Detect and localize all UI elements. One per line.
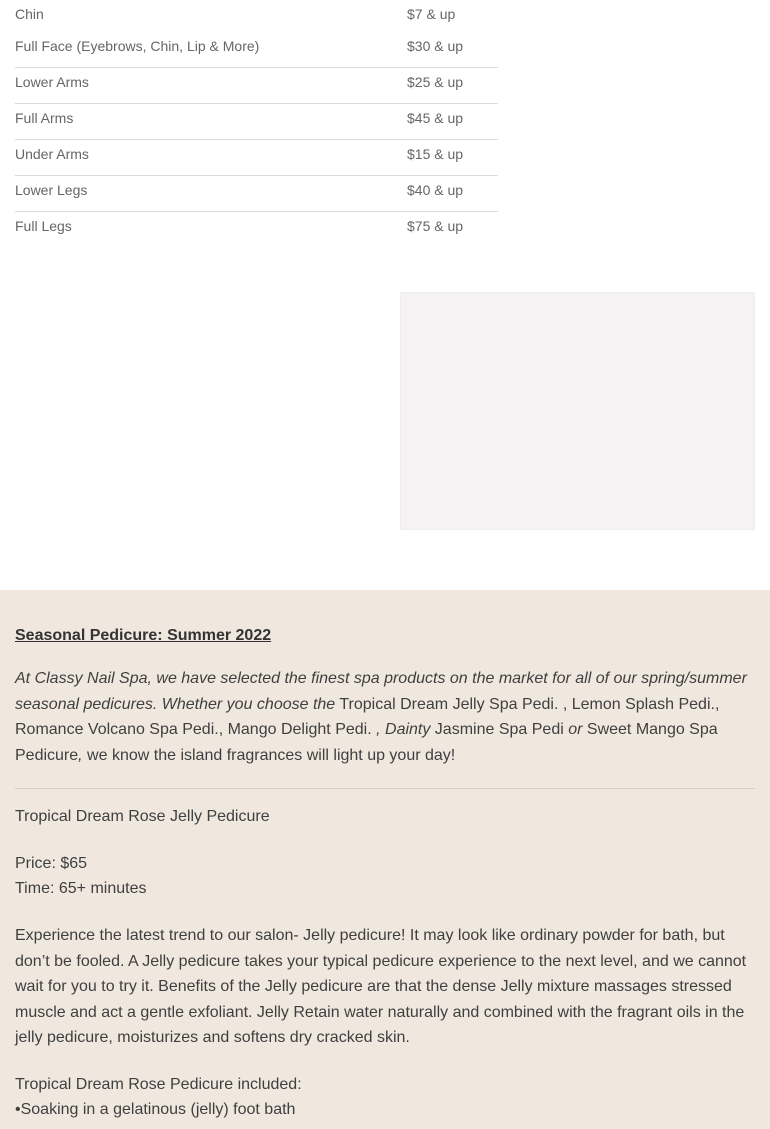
pedicure-title: Tropical Dream Rose Jelly Pedicure bbox=[15, 808, 270, 825]
service-name: Full Face (Eyebrows, Chin, Lip & More) bbox=[15, 38, 260, 54]
section-divider bbox=[15, 788, 755, 789]
service-name: Lower Arms bbox=[15, 74, 89, 90]
service-name: Chin bbox=[15, 6, 44, 22]
service-name: Full Arms bbox=[15, 110, 74, 126]
intro-plain-3: Sweet Mango Spa Pedicure bbox=[15, 721, 718, 764]
price-row bbox=[15, 32, 498, 68]
price-row bbox=[15, 176, 498, 212]
price-row bbox=[15, 212, 498, 248]
service-price: $25 & up bbox=[407, 74, 464, 90]
service-price: $15 & up bbox=[407, 146, 464, 162]
image-placeholder bbox=[400, 292, 755, 530]
intro-italic-3: or bbox=[568, 721, 583, 738]
intro-italic-2: , Dainty bbox=[371, 721, 431, 738]
price-row bbox=[15, 0, 498, 32]
included-item: •Soaking in a gelatinous (jelly) foot bath bbox=[15, 1101, 296, 1118]
included-label: Tropical Dream Rose Pedicure included: bbox=[15, 1076, 302, 1093]
intro-italic-4: , bbox=[78, 746, 83, 764]
service-price: $7 & up bbox=[407, 6, 456, 22]
service-name: Under Arms bbox=[15, 146, 89, 162]
intro-paragraph bbox=[15, 666, 755, 768]
intro-plain-1: Tropical Dream Jelly Spa Pedi. , Lemon Splash Pedi., Romance Volcano Spa Pedi., Mango Delight Pedi. bbox=[15, 695, 720, 738]
price-row bbox=[15, 68, 498, 104]
service-price: $40 & up bbox=[407, 182, 464, 198]
price-table bbox=[15, 0, 498, 248]
section-heading: Seasonal Pedicure: Summer 2022 bbox=[15, 627, 272, 644]
intro-plain-2: Jasmine Spa Pedi bbox=[430, 721, 569, 738]
price-row bbox=[15, 140, 498, 176]
service-name: Full Legs bbox=[15, 218, 72, 234]
pedicure-description: Experience the latest trend to our salon- Jelly pedicure! It may look like ordinary powder for bath, but don’t be fooled. A Jelly pedicure takes your typical pedicure experience to the next level, and we cannot wait for you to try it. Benefits of the Jelly pedicure are that the dense Jelly mixture massages stressed muscle and act a gentle exfoliant. Jelly Retain water naturally and combined with the fragrant oils in the jelly pedicure, moisturizes and softens dry cracked skin. bbox=[15, 927, 747, 1046]
service-name: Lower Legs bbox=[15, 182, 88, 198]
pedicure-time: Time: 65+ minutes bbox=[15, 880, 147, 897]
intro-italic-1: At Classy Nail Spa, we have selected the finest spa products on the market for all of our spring/summer seasonal pedicures. Whether you choose the bbox=[15, 670, 747, 713]
seasonal-pedicure-section bbox=[0, 590, 770, 1129]
pedicure-price: Price: $65 bbox=[15, 855, 88, 872]
service-price: $30 & up bbox=[407, 38, 464, 54]
service-price: $45 & up bbox=[407, 110, 464, 126]
intro-plain-4: we know the island fragrances will light up your day! bbox=[82, 746, 456, 764]
service-price: $75 & up bbox=[407, 218, 464, 234]
price-row bbox=[15, 104, 498, 140]
